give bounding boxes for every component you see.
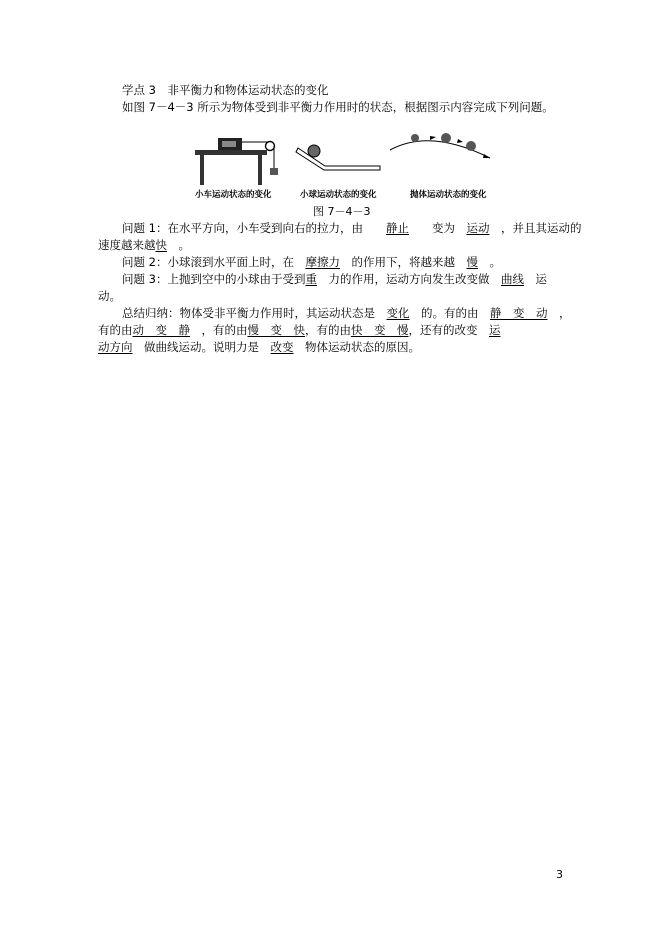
answer-blank: 慢 [466,255,478,269]
figure-caption-ball: 小球运动状态的变化 [300,190,377,200]
answer-blank: 静 变 动 [490,306,548,320]
page-number: 3 [556,868,563,881]
answer-blank: 变化 [386,306,410,320]
answer-blank: 改变 [270,340,294,354]
answer-blank: 曲线 [500,272,524,286]
answer-blank: 运动 [466,221,490,235]
question-3-line-1: 问题 3：上抛到空中的小球由于受到重 力的作用，运动方向发生改变做 曲线 运 [122,272,547,286]
summary-line-3: 动方向 做曲线运动。说明力是 改变 物体运动状态的原因。 [98,340,420,354]
answer-blank: 摩擦力 [305,255,340,269]
ball-slope-drawing [296,145,380,170]
figure-caption-cart: 小车运动状态的变化 [195,190,272,200]
answer-blank: 运 [489,323,501,337]
answer-blank: 快 变 慢 [351,323,409,337]
answer-blank: 快 [155,238,167,252]
answer-blank: 动方向 [98,340,133,354]
cart-table-drawing [195,138,278,185]
section-heading: 学点 3 非平衡力和物体运动状态的变化 [122,83,329,97]
intro-paragraph: 如图 7－4－3 所示为物体受到非平衡力作用时的状态，根据图示内容完成下列问题。 [122,100,554,114]
question-1-line-1: 问题 1：在水平方向，小车受到向右的拉力，由 静止 变为 运动 ，并且其运动的 [122,221,582,235]
question-2: 问题 2：小球滚到水平面上时，在 摩擦力 的作用下，将越来越 慢 。 [122,255,501,269]
question-3-line-2: 动。 [98,289,121,303]
figure-label: 图 7－4－3 [313,205,371,218]
answer-blank: 慢 变 快 [247,323,305,337]
projectile-drawing [390,133,490,158]
figure-illustration [190,128,510,188]
answer-blank: 动 变 静 [132,323,190,337]
summary-line-1: 总结归纳：物体受非平衡力作用时，其运动状态是 变化 的。有的由 静 变 动 ， [122,306,571,320]
answer-blank: 重 [305,272,317,286]
summary-line-2: 有的由动 变 静 ，有的由慢 变 快，有的由快 变 慢，还有的改变 运 [98,323,501,337]
question-1-line-2: 速度越来越快 。 [98,238,190,252]
answer-blank: 静止 [385,221,409,235]
figure-caption-projectile: 抛体运动状态的变化 [410,190,487,200]
